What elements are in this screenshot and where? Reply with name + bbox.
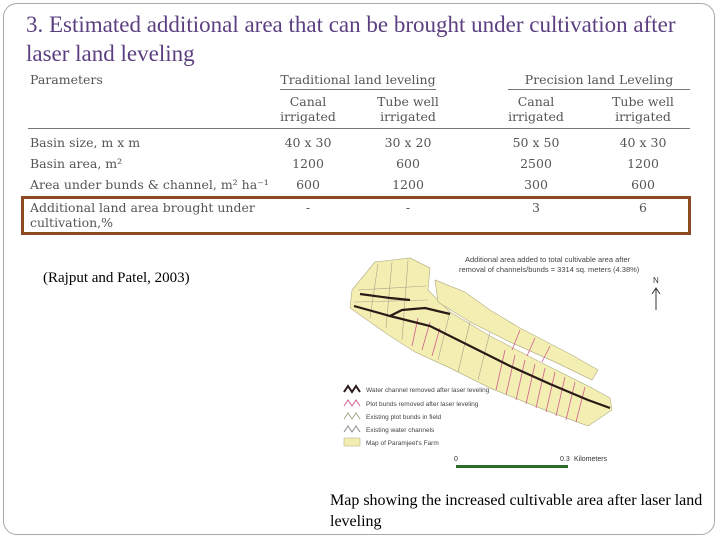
channel-removed-swatch [344,386,360,392]
cell: 30 x 20 [384,135,432,150]
cell: 6 [639,200,647,215]
row-label: Basin area, m² [30,156,123,171]
legend-item: Existing plot bunds in field [366,414,442,421]
cell: 2500 [520,156,552,171]
map-legend [344,386,490,447]
cell: - [305,200,311,215]
north-arrow-icon [652,288,660,310]
cell: 40 x 30 [619,135,667,150]
cell: 300 [524,177,548,192]
legend-item: Map of Paramjeet's Farm [366,440,439,447]
group-traditional: Traditional land leveling [280,72,436,87]
map-title-line: removal of channels/bunds = 3314 sq. meters (4.38%) [459,265,640,274]
scale-bar [456,465,568,468]
header-divider [28,128,690,129]
group-precision: Precision land Leveling [524,72,674,87]
cell: 1200 [627,156,659,171]
existing-channel-swatch [344,426,360,432]
subheader: Tube well irrigated [612,94,674,124]
row-label: Basin size, m x m [30,135,141,150]
subheader: Canal irrigated [280,94,336,124]
subheader: Canal irrigated [508,94,564,124]
legend-item: Plot bunds removed after laser leveling [366,401,479,408]
group-underline [280,89,436,90]
existing-bund-swatch [344,413,360,419]
farm-swatch [344,438,360,446]
scale-start: 0 [454,456,458,463]
cell: 600 [296,177,320,192]
farm-map [330,250,715,475]
slide-title: 3. Estimated additional area that can be brought under cultivation after laser land leveling [26,12,676,66]
cell: 1200 [292,156,324,171]
cell: 3 [532,200,540,215]
north-label: N [653,276,659,285]
map-caption: Map showing the increased cultivable area after laser land leveling [330,492,703,530]
cell: 600 [631,177,655,192]
highlight-box [21,196,691,235]
row-label: Additional land area brought under cultivation,% [30,200,255,230]
cell: 1200 [392,177,424,192]
row-label: Area under bunds & channel, m² ha⁻¹ [30,177,269,192]
legend-item: Water channel removed after laser leveling [366,387,490,394]
legend-item: Existing water channels [366,427,435,434]
citation: (Rajput and Patel, 2003) [43,270,190,286]
subheader: Tube well irrigated [377,94,439,124]
cell: - [405,200,411,215]
cell: 600 [396,156,420,171]
scale-unit: Kilometers [574,456,608,463]
cell: 40 x 30 [284,135,332,150]
bund-removed-swatch [344,400,360,406]
param-header: Parameters [30,72,103,87]
group-underline [508,89,690,90]
cell: 50 x 50 [512,135,560,150]
map-title-line: Additional area added to total cultivable area after [465,255,631,264]
scale-end: 0.3 [560,456,570,463]
